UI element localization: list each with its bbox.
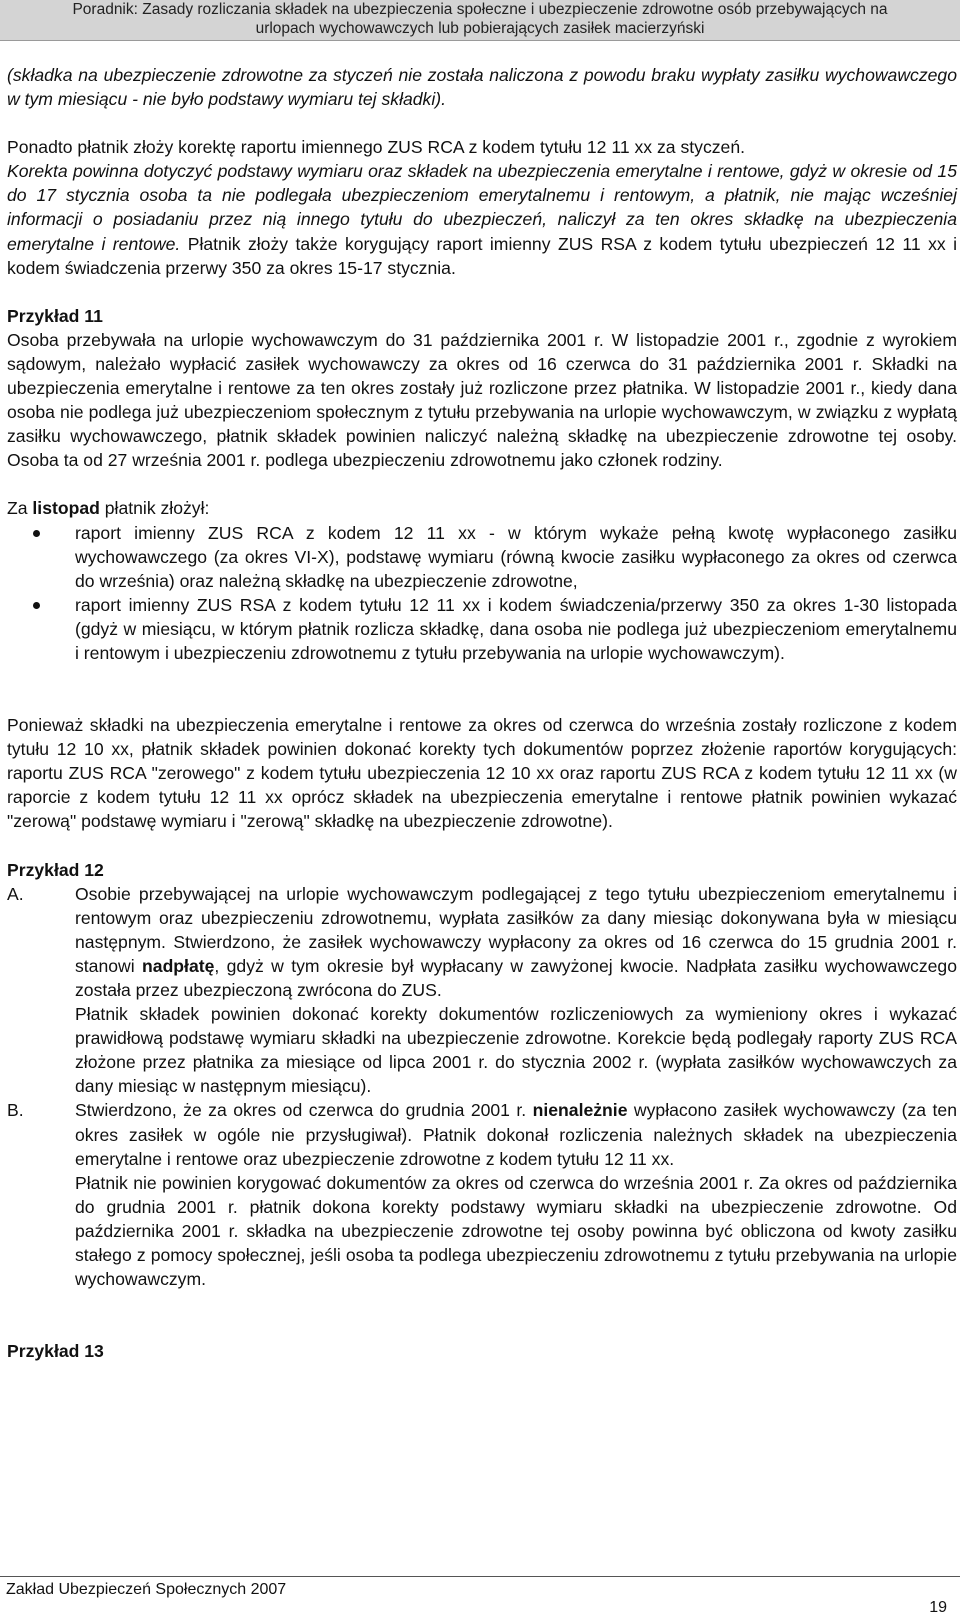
item-a-label: A. bbox=[7, 883, 24, 904]
example-11-text: Osoba przebywała na urlopie wychowawczym do 31 października 2001 r. W listopadzie 2001 r., zgodnie z wyrokiem sądowym, należało wypłacić zasiłek wychowawczy za okres od 16 czerwca do 31 października 2001 r. Składki na ubezpieczenia emerytalne i rentowe za ten okres zostały już rozliczone przez płatnika. W listopadzie 2001 r., kiedy dana osoba nie podlega już ubezpieczeniom społecznym z tytułu przebywania na urlopie wychowawczym, w związku z wypłatą zasiłku wychowawczego, płatnik składek powinien naliczyć należną składkę na ubezpieczenie zdrowotne tej osoby. Osoba ta od 27 września 2001 r. podlega ubezpieczeniu zdrowotnemu jako członek rodziny. bbox=[7, 329, 957, 471]
item-a-text-pre: Osobie przebywającej na urlopie wychowawczym podlegającej z tego tytułu ubezpieczeniom emerytalnemu i rentowym oraz ubezpieczeniu zdrowotnemu, wypłata zasiłków za dany miesiąc dokonywana była w miesiącu następnym. Stwierdzono, że zasiłek wychowawczy wypłacony za okres od 16 czerwca do 15 grudnia 2001 r. stanowi bbox=[75, 883, 957, 976]
paragraph-correction bbox=[7, 135, 957, 280]
header-title-line-2: urlopach wychowawczych lub pobierających zasiłek macierzyński bbox=[255, 20, 705, 37]
footer-organization: Zakład Ubezpieczeń Społecznych 2007 bbox=[6, 1581, 287, 1598]
paragraph-poniewaz: Ponieważ składki na ubezpieczenia emerytalne i rentowe za okres od czerwca do września zostały rozliczone z kodem tytułu 12 10 xx, płatnik składek powinien dokonać korekty tych dokumentów poprzez złożenie raportów korygujących: raportu ZUS RCA "zerowego" z kodem tytułu ubezpieczenia 12 10 xx oraz raportu ZUS RCA z kodem tytułu 12 11 xx (w raporcie z kodem tytułu 12 11 xx oprócz składek na ubezpieczenia emerytalne i rentowe płatnik powinien wykazać "zerową" podstawę wymiaru i "zerową" składkę na ubezpieczenie zdrowotne). bbox=[7, 715, 957, 832]
item-a-text-post: , gdyż w tym okresie był wypłacany w zawyżonej kwocie. Nadpłata zasiłku wychowawczego została przez ubezpieczoną zwrócona do ZUS. bbox=[75, 955, 957, 1000]
item-b-text-pre: Stwierdzono, że za okres od czerwca do grudnia 2001 r. bbox=[75, 1100, 533, 1121]
correction-sentence-3: Płatnik złoży także korygujący raport imienny ZUS RSA z kodem tytułu ubezpieczeń 12 11 xx i kodem świadczenia przerwy 350 za okres 15-17 stycznia. bbox=[7, 233, 958, 278]
listopad-intro bbox=[7, 496, 957, 520]
bullet-icon bbox=[33, 530, 40, 537]
document-body bbox=[7, 63, 957, 1363]
example-11-title: Przykład 11 bbox=[7, 305, 103, 326]
listopad-intro-bold: listopad bbox=[32, 498, 100, 519]
bullet-icon bbox=[33, 602, 40, 609]
listopad-list bbox=[7, 521, 957, 666]
item-b-text-post: wypłacono zasiłek wychowawczy (za ten okres zasiłek w ogóle nie przysługiwał). Płatnik dokonał rozliczenia należnych składek na ubezpieczenia emerytalne i rentowe oraz ubezpieczenie zdrowotne z kodem tytułu 12 11 xx. bbox=[75, 1100, 957, 1169]
item-a-text-2: Płatnik składek powinien dokonać korekty dokumentów rozliczeniowych za wymieniony okres i wykazać prawidłową podstawę wymiaru składki na ubezpieczenie zdrowotne. Korekcie będą podlegały raporty ZUS RCA złożone przez płatnika za miesiące od lipca 2001 r. do stycznia 2002 r. (wypłata zasiłków wychowawczych za dany miesiąc w następnym miesiącu). bbox=[75, 1004, 957, 1097]
listopad-intro-post: płatnik złożył: bbox=[99, 498, 210, 519]
example-13-title: Przykład 13 bbox=[7, 1341, 104, 1362]
example-12-title: Przykład 12 bbox=[7, 859, 104, 880]
item-a-text bbox=[75, 882, 957, 1002]
example-12-item-a bbox=[7, 882, 957, 1099]
correction-sentence-2: Korekta powinna dotyczyć podstawy wymiaru oraz składek na ubezpieczenia emerytalne i rentowe, gdyż w okresie od 15 do 17 stycznia osoba ta nie podlegała ubezpieczeniom emerytalnemu i rentowym, a płatnik, nie mając wcześniej informacji o posiadaniu przez nią innego tytułu do ubezpieczeń, naliczył za ten okres składkę na ubezpieczenia emerytalne i rentowe. bbox=[7, 161, 957, 254]
item-b-label: B. bbox=[7, 1100, 24, 1121]
list-item-text: raport imienny ZUS RSA z kodem tytułu 12 11 xx i kodem świadczenia/przerwy 350 za okres 1-30 listopada (gdyż w miesiącu, w którym płatnik rozlicza składkę, dana osoba nie podlega już ubezpieczeniom emerytalnemu i rentowym i ubezpieczeniu zdrowotnemu z tytułu przebywania na urlopie wychowawczym). bbox=[75, 594, 957, 663]
paragraph-italic-note: (składka na ubezpieczenie zdrowotne za styczeń nie została naliczona z powodu braku wypłaty zasiłku wychowawczego w tym miesiącu - nie było podstawy wymiaru tej składki). bbox=[7, 65, 957, 110]
list-item bbox=[7, 521, 957, 593]
page-number: 19 bbox=[929, 1599, 947, 1616]
page-footer bbox=[0, 1576, 960, 1623]
item-a-text-bold: nadpłatę bbox=[142, 955, 215, 976]
item-b-text-bold: nienależnie bbox=[532, 1100, 628, 1121]
header-title-line-1: Poradnik: Zasady rozliczania składek na ubezpieczenia społeczne i ubezpieczenie zdrowotne osób przebywających na bbox=[72, 1, 888, 18]
item-b-text bbox=[75, 1098, 957, 1170]
example-12-item-b bbox=[7, 1098, 957, 1291]
page-header bbox=[0, 0, 960, 41]
correction-sentence-1: Ponadto płatnik złoży korektę raportu imiennego ZUS RCA z kodem tytułu 12 11 xx za styczeń. bbox=[7, 137, 745, 158]
list-item bbox=[7, 593, 957, 665]
listopad-intro-pre: Za bbox=[7, 498, 33, 519]
item-b-text-2: Płatnik nie powinien korygować dokumentów za okres od czerwca do września 2001 r. Za okres od października do grudnia 2001 r. płatnik dokona korekty podstawy wymiaru składki na ubezpieczenie zdrowotne. Od października 2001 r. składka na ubezpieczenie zdrowotne tej osoby powinna być obliczona od kwoty zasiłku stałego z pomocy społecznej, jeśli osoba ta podlega ubezpieczeniu zdrowotnemu z tytułu przebywania na urlopie wychowawczym. bbox=[75, 1172, 957, 1290]
list-item-text: raport imienny ZUS RCA z kodem 12 11 xx - w którym wykaże pełną kwotę wypłaconego zasiłku wychowawczego (za okres VI-X), podstawę wymiaru (równą kwocie zasiłku wypłaconego za okres od czerwca do września) oraz należną składkę na ubezpieczenie zdrowotne, bbox=[75, 522, 957, 591]
